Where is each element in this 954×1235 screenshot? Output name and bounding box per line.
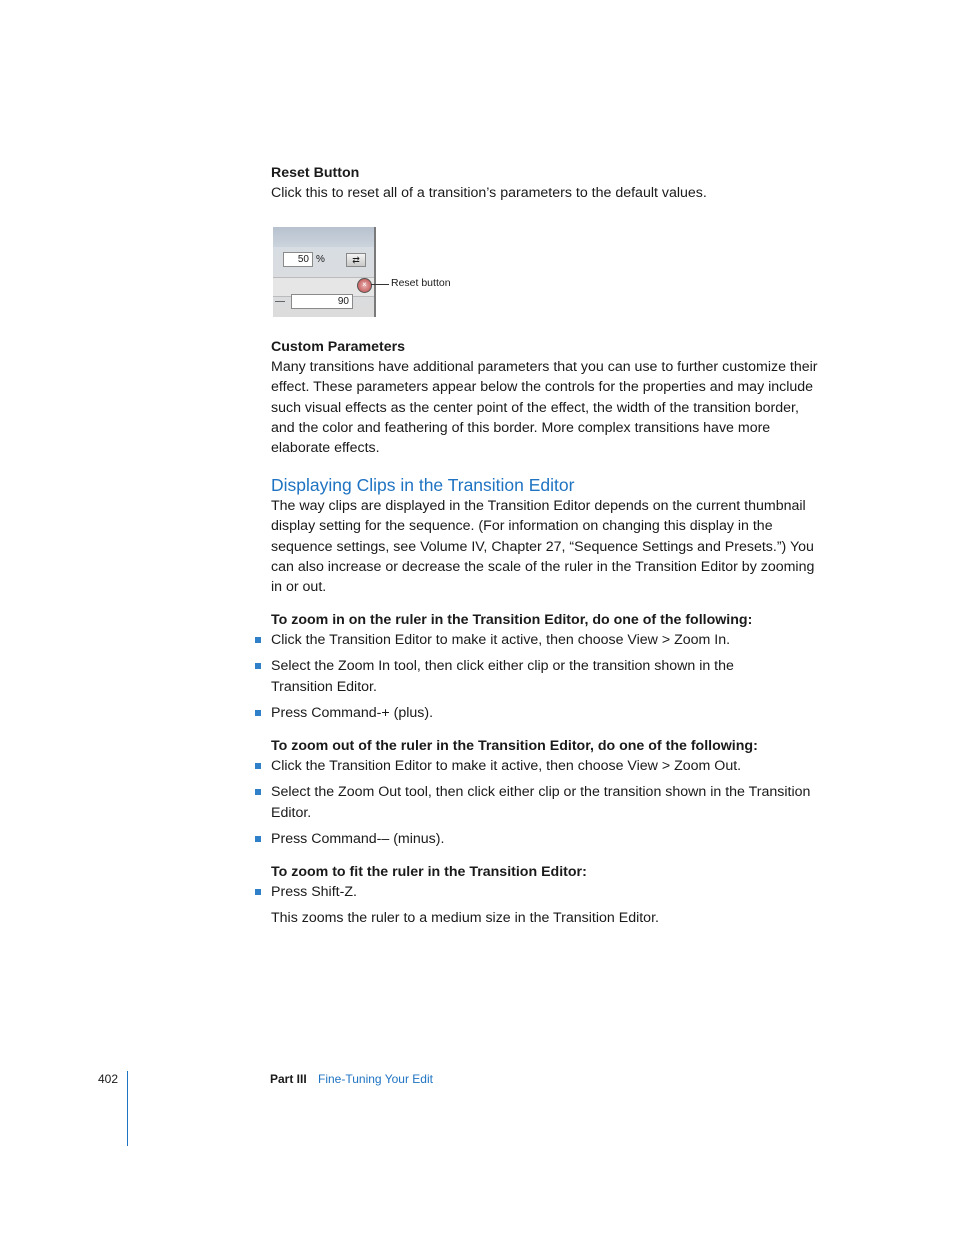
reset-section <box>271 163 831 203</box>
reset-body: Click this to reset all of a transition’s parameters to the default values. <box>271 185 707 201</box>
zoom-out-list <box>271 756 827 849</box>
value-field: 90 <box>291 294 353 309</box>
list-item: Press Command-– (minus). <box>271 829 827 849</box>
section-body: The way clips are displayed in the Transition Editor depends on the current thumbnail display setting for the sequence. (For information on changing this display in the sequence settings, see Volume IV, Chapter 27, “Sequence Settings and Presets.”) You can also increase or decrease the scale of the ruler in the Transition Editor by zooming in or out. <box>271 498 815 596</box>
toggle-icon: ⇄ <box>346 253 366 267</box>
callout-line <box>371 284 389 285</box>
reset-heading: Reset Button <box>271 165 360 181</box>
percent-unit: % <box>316 254 325 265</box>
zoom-in-section <box>271 610 831 723</box>
section-body-wrap <box>271 496 827 597</box>
custom-body: Many transitions have additional parameters that you can use to further customize their effect. These parameters appear below the controls for the properties and may include such visual effects as the center point of the effect, the width of the transition border, and the color and feathering of this border. More complex transitions have more elaborate effects. <box>271 359 818 457</box>
bullet-icon <box>255 836 261 842</box>
footer-part: Part III <box>270 1072 307 1086</box>
zoom-fit-heading: To zoom to fit the ruler in the Transition Editor: <box>271 864 587 880</box>
custom-heading: Custom Parameters <box>271 339 406 355</box>
footer-chapter: Fine-Tuning Your Edit <box>318 1072 433 1086</box>
list-item: Press Command-+ (plus). <box>271 703 831 723</box>
zoom-fit-section <box>271 862 831 929</box>
footer-rule <box>127 1071 128 1146</box>
bullet-icon <box>255 637 261 643</box>
zoom-out-heading: To zoom out of the ruler in the Transition Editor, do one of the following: <box>271 738 758 754</box>
reset-icon: × <box>357 278 372 293</box>
zoom-in-heading: To zoom in on the ruler in the Transition Editor, do one of the following: <box>271 612 753 628</box>
zoom-out-section <box>271 736 827 849</box>
list-item: Select the Zoom In tool, then click either clip or the transition shown in the Transition Editor. <box>271 656 751 697</box>
zoom-in-list <box>271 630 831 723</box>
section-heading: Displaying Clips in the Transition Editor <box>271 475 575 495</box>
bullet-icon <box>255 763 261 769</box>
custom-section <box>271 337 821 458</box>
bullet-icon <box>255 789 261 795</box>
list-item: Click the Transition Editor to make it active, then choose View > Zoom In. <box>271 630 831 650</box>
zoom-fit-note: This zooms the ruler to a medium size in the Transition Editor. <box>271 910 659 927</box>
list-item: Click the Transition Editor to make it active, then choose View > Zoom Out. <box>271 756 827 776</box>
reset-figure <box>273 227 376 317</box>
slider-tick <box>275 301 285 302</box>
bullet-icon <box>255 710 261 716</box>
page-number: 402 <box>98 1072 119 1086</box>
bullet-icon <box>255 663 261 669</box>
percent-field: 50 <box>283 252 313 267</box>
figure-callout: Reset button <box>391 277 451 289</box>
bullet-icon <box>255 889 261 895</box>
list-item: Press Shift-Z. <box>271 882 831 902</box>
list-item: Select the Zoom Out tool, then click either clip or the transition shown in the Transition Editor. <box>271 782 827 823</box>
zoom-fit-list <box>271 882 831 902</box>
figure-titlebar <box>273 227 374 247</box>
